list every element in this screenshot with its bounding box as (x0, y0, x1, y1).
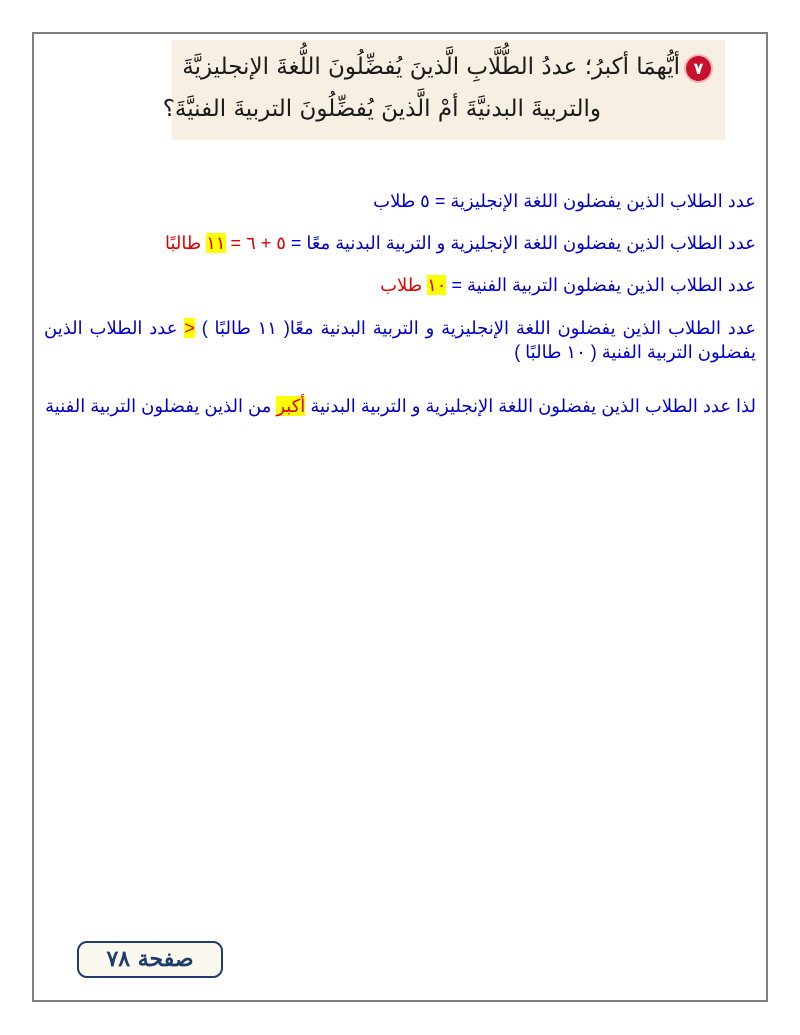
answer-art-unit: طلاب (380, 275, 428, 295)
conclusion-highlight: أكبر (276, 396, 306, 416)
comparison-text-a: عدد الطلاب الذين يفضلون اللغة الإنجليزية و التربية البدنية معًا( ١١ طالبًا ) (194, 318, 757, 338)
answer-line-english-pe (44, 231, 756, 255)
question-number-badge: ٧ (686, 56, 711, 81)
question-line-1 (182, 46, 711, 88)
question-line-2: والتربيةَ البدنيَّةَ أمْ الَّذينَ يُفضِّلُونَ التربيةَ الفنيَّةَ؟ (162, 96, 601, 122)
answer-line-english: عدد الطلاب الذين يفضلون اللغة الإنجليزية = ٥ طلاب (373, 191, 756, 211)
answer-line-art-text: عدد الطلاب الذين يفضلون التربية الفنية = (446, 275, 756, 295)
answer-calculation: ٥ + ٦ = (225, 233, 286, 253)
answer-result-highlight: ١١ (206, 233, 226, 253)
conclusion-text-b: من الذين يفضلون التربية الفنية (45, 396, 277, 416)
answer-unit: طالبًا (164, 233, 207, 253)
comparison-text-b: عدد الطلاب الذين يفضلون التربية الفنية ( ١٠ طالبًا ) (44, 318, 756, 362)
page-frame (32, 32, 768, 1002)
question-box (162, 40, 725, 140)
answer-line-art (44, 273, 756, 297)
answer-comparison (44, 316, 756, 364)
conclusion-text-a: لذا عدد الطلاب الذين يفضلون اللغة الإنجليزية و التربية البدنية (305, 396, 756, 416)
answer-conclusion (44, 394, 756, 418)
answer-line-english-pe-text: عدد الطلاب الذين يفضلون اللغة الإنجليزية و التربية البدنية معًا = (285, 233, 756, 253)
page-number-label: صفحة ٧٨ (77, 941, 223, 978)
answer-art-result-highlight: ١٠ (427, 275, 447, 295)
question-text-1: أيُّهمَا أكبرُ؛ عددُ الطُّلَّابِ الَّذينَ يُفضِّلُونَ اللُّغةَ الإنجليزيَّةَ (182, 54, 680, 80)
comparison-symbol: < (184, 318, 195, 338)
